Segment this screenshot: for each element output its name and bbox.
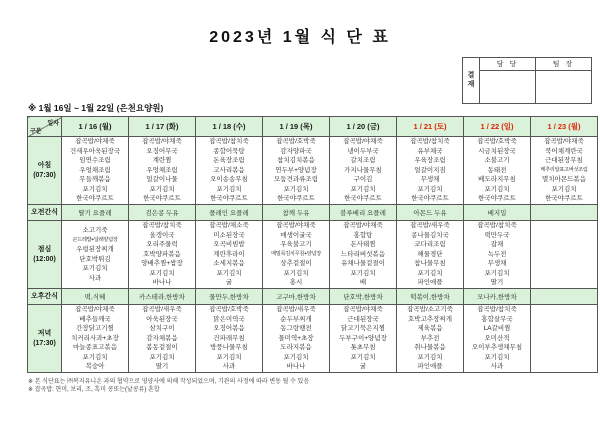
menu-line: 삼치구이 (149, 325, 175, 333)
menu-line: 유채나물겉절이 (341, 260, 385, 268)
menu-line: 매생이굴국 (280, 231, 312, 239)
snack-cell: 베지밀 (464, 205, 531, 221)
snack-cell (531, 205, 598, 221)
menu-line: 종합어묵탕 (213, 147, 245, 155)
approval-sign-area-1 (480, 71, 536, 103)
menu-line: 홍시 (289, 279, 303, 287)
menu-line: 홍합살무국 (481, 315, 513, 323)
menu-line: 포기김치 (283, 185, 309, 193)
menu-line: 잡곡밥/채소죽 (209, 222, 249, 230)
menu-line: 해물경단 (417, 250, 443, 258)
snack-cell: 고구마,한방차 (263, 289, 330, 305)
menu-line: 배도라지무침 (478, 176, 516, 184)
menu-line: 무생채 (487, 260, 507, 268)
menu-line: 잡곡밥/호박죽 (477, 138, 517, 146)
menu-line: 잡채 (490, 241, 504, 249)
menu-line: 메밀묵김치무침+양념장 (271, 250, 321, 257)
menu-line: 우렁된장찌개 (76, 246, 114, 253)
menu-line: 잡곡밥/야채죽 (343, 306, 383, 314)
menu-line: 사과 (88, 274, 102, 282)
menu-cell (330, 305, 397, 373)
snack-cell (531, 289, 598, 305)
menu-line: 복숭아 (85, 363, 105, 371)
menu-line: 포기김치 (149, 185, 175, 193)
menu-cell (397, 221, 464, 289)
date-header-6: 1 / 21 (토) (397, 117, 464, 137)
menu-line: 포기김치 (350, 269, 376, 277)
menu-line: 건새우아욱된장국 (69, 147, 121, 155)
menu-line: 바나나 (152, 279, 172, 287)
menu-line: 포기김치 (283, 353, 309, 361)
menu-line: 포기김치 (82, 185, 108, 193)
menu-line: 잡곡밥/야채죽 (75, 306, 115, 314)
menu-line: 파인애플 (417, 279, 443, 287)
menu-line: 양배추찜+쌈장 (141, 260, 183, 268)
row-label-오전간식: 오전간식 (28, 205, 62, 221)
menu-line: 잡곡밥/참치죽 (142, 222, 182, 230)
menu-table-wrap (27, 116, 598, 373)
menu-line: 사과 (490, 363, 504, 371)
menu-line: 제육볶음 (417, 325, 443, 333)
menu-line: 아욱된장국 (146, 315, 178, 323)
menu-line: 건파래무침 (213, 334, 245, 342)
menu-line: LA갈비찜 (483, 325, 511, 333)
menu-line: 오이송송무침 (210, 176, 248, 184)
menu-line: 오징어무국 (146, 147, 178, 155)
approval-stamp-label: 결재 (463, 58, 480, 103)
snack-cell: 떡,식혜 (62, 289, 129, 305)
menu-line: 멸치아몬드볶음 (542, 176, 586, 184)
menu-line: 한국야쿠르트 (344, 195, 382, 203)
menu-cell (263, 221, 330, 289)
menu-line: 두부구이+양념장 (339, 334, 387, 342)
menu-table (27, 116, 598, 373)
menu-line: 포기김치 (149, 269, 175, 277)
menu-line: 감자채볶음 (146, 334, 178, 342)
menu-line: 계란찜 (152, 157, 172, 165)
menu-line: 치커리사과+초장 (71, 334, 119, 342)
approval-signature-box (462, 57, 592, 104)
menu-line: 소고기죽 (82, 227, 108, 234)
menu-line: 잡곡밥/야채죽 (343, 138, 383, 146)
menu-cell (531, 221, 598, 289)
snack-cell: 검은콩 두유 (129, 205, 196, 221)
menu-line: 한국야쿠르트 (76, 195, 114, 203)
row-label-오후간식: 오후간식 (28, 289, 62, 305)
menu-line: 포기김치 (216, 269, 242, 277)
menu-line: 구이김 (353, 176, 373, 184)
date-header-7: 1 / 22 (일) (464, 117, 531, 137)
snack-cell: 딸기 요플레 (62, 205, 129, 221)
menu-line: 한국야쿠르트 (210, 195, 248, 203)
menu-cell (464, 137, 531, 205)
menu-line: 잡곡밥/야채죽 (142, 138, 182, 146)
menu-cell (531, 137, 598, 205)
corner-top-label: 일자 (47, 121, 59, 127)
menu-line: 딸기 (155, 363, 169, 371)
menu-line: 부추전 (420, 334, 440, 342)
menu-line: 돈육장조림 (213, 157, 245, 165)
snack-cell: 참깨 두유 (263, 205, 330, 221)
menu-cell (531, 305, 598, 373)
menu-line: 녹두전 (487, 250, 507, 258)
menu-cell (129, 221, 196, 289)
page-title: 2023년 1월 식 단 표 (209, 29, 391, 46)
menu-line: 감자양파국 (280, 147, 312, 155)
row-label-점심: 점심 (12:00) (28, 221, 62, 289)
menu-line: 오리주물럭 (146, 241, 178, 249)
menu-line: 메추리알표고버섯조림 (540, 166, 588, 173)
menu-line: 순두부찌개 (280, 315, 312, 323)
date-range-note: ※ 1월 16일 ~ 1월 22일 (은천요양원) (28, 103, 164, 113)
menu-line: 소세지볶음 (213, 260, 245, 268)
menu-cell (464, 305, 531, 373)
menu-line: 올갱이국 (149, 231, 175, 239)
menu-line: 곤드레밥+달래양념장 (72, 236, 118, 243)
menu-cell (196, 221, 263, 289)
menu-cell (397, 305, 464, 373)
menu-line: 갈치조림 (350, 157, 376, 165)
menu-line: 동태전 (487, 166, 507, 174)
menu-line: 무생채 (420, 176, 440, 184)
menu-line: 오곡비빔밥 (213, 241, 245, 249)
corner-cell (28, 117, 62, 137)
menu-line: 잡곡밥/새우죽 (142, 306, 182, 314)
menu-line: 잡곡밥/호박죽 (209, 306, 249, 314)
menu-line: 단호박튀김 (79, 255, 111, 263)
menu-line: 동그랑땡전 (280, 325, 312, 333)
approval-col-damdang: 담 당 (480, 58, 536, 70)
menu-line: 호박고추장찌개 (408, 315, 452, 323)
menu-line: 오이부추생채무침 (471, 344, 523, 352)
menu-line: 콩나물김치국 (411, 231, 449, 239)
menu-line: 포기김치 (82, 265, 108, 272)
menu-line: 사과 (222, 363, 236, 371)
approval-sign-area-2 (536, 71, 591, 103)
menu-line: 잡곡밥/호박죽 (276, 138, 316, 146)
menu-line: 포기김치 (350, 185, 376, 193)
menu-line: 귤 (225, 279, 233, 287)
menu-line: 포기김치 (149, 353, 175, 361)
menu-line: 포기김치 (484, 185, 510, 193)
menu-line: 포기김치 (417, 269, 443, 277)
snack-cell: 아몬드 두유 (397, 205, 464, 221)
menu-line: 잡곡밥/소고기죽 (407, 306, 453, 314)
menu-line: 파인애플 (417, 363, 443, 371)
menu-cell (62, 221, 129, 289)
menu-line: 계란후라이 (213, 250, 245, 258)
menu-line: 잡곡밥/야채죽 (75, 138, 115, 146)
menu-cell (330, 221, 397, 289)
date-header-8: 1 / 23 (월) (531, 117, 598, 137)
menu-line: 포기김치 (350, 353, 376, 361)
menu-line: 근대된장국 (347, 315, 379, 323)
menu-line: 소불고기 (484, 157, 510, 165)
corner-bottom-label: 구분 (30, 129, 42, 135)
menu-line: 귤 (359, 363, 367, 371)
menu-line: 방풍나물무침 (210, 344, 248, 352)
snack-cell: 단호박,한방차 (330, 289, 397, 305)
menu-line: 포기김치 (283, 269, 309, 277)
menu-line: 얼갈이나물 (146, 176, 178, 184)
snack-cell: 모나카,한방차 (464, 289, 531, 305)
menu-line: 상추겉절이 (280, 260, 312, 268)
menu-line: 간장닭고기찜 (76, 325, 114, 333)
menu-line: 배추들깨국 (79, 315, 111, 323)
menu-line: 코다리조림 (414, 241, 446, 249)
menu-line: 모둠견과류조림 (274, 176, 318, 184)
menu-line: 잡곡밥/야채죽 (343, 222, 383, 230)
menu-line: 잡곡밥/야채죽 (544, 138, 584, 146)
menu-line: 돈사태찜 (350, 241, 376, 249)
menu-line: 배 (359, 279, 367, 287)
menu-cell (129, 305, 196, 373)
menu-line: 시금치된장국 (478, 147, 516, 155)
menu-cell (397, 137, 464, 205)
menu-cell (196, 137, 263, 205)
menu-line: 딸기 (490, 279, 504, 287)
menu-line: 고사리볶음 (213, 166, 245, 174)
menu-line: 북어채계란국 (545, 147, 583, 155)
menu-line: 한국야쿠르트 (143, 195, 181, 203)
menu-line: 한국야쿠르트 (545, 195, 583, 203)
menu-line: 잡곡밥/야채죽 (276, 222, 316, 230)
menu-cell (464, 221, 531, 289)
menu-cell (330, 137, 397, 205)
menu-line: 톳초무침 (350, 344, 376, 352)
menu-line: 마늘종표고볶음 (73, 344, 117, 352)
menu-line: 잡곡밥/새우죽 (410, 222, 450, 230)
footnote-line-2: ※ 잡곡밥: 현미, 보리, 조, 흑미 콩또는(낱콩류) 혼합 (28, 387, 160, 393)
menu-line: 잡곡밥/새우죽 (276, 306, 316, 314)
menu-line: 떡만두국 (484, 231, 510, 239)
menu-cell (263, 137, 330, 205)
menu-line: 유부채국 (417, 147, 443, 155)
row-label-저녁: 저녁 (17:30) (28, 305, 62, 373)
menu-line: 잡곡밥/참치죽 (477, 306, 517, 314)
menu-line: 참나물무침 (414, 260, 446, 268)
snack-cell: 떡볶이,한방차 (397, 289, 464, 305)
date-header-4: 1 / 19 (목) (263, 117, 330, 137)
menu-line: 포기김치 (551, 185, 577, 193)
menu-line: 우엉채조림 (146, 166, 178, 174)
menu-line: 포기김치 (216, 185, 242, 193)
footnotes (28, 378, 309, 394)
menu-line: 연두부+양념장 (275, 166, 317, 174)
approval-col-timjang: 팀 장 (552, 61, 575, 68)
menu-line: 오미산적 (484, 334, 510, 342)
menu-line: 한국야쿠르트 (277, 195, 315, 203)
snack-cell: 플레인 요플레 (196, 205, 263, 221)
menu-line: 냉이두부국 (347, 147, 379, 155)
menu-line: 얼갈이지짐 (414, 166, 446, 174)
date-header-1: 1 / 16 (월) (62, 117, 129, 137)
menu-line: 포기김치 (417, 353, 443, 361)
menu-line: 가지나물무침 (344, 166, 382, 174)
menu-cell (62, 137, 129, 205)
menu-line: 물미역+초장 (278, 334, 314, 342)
date-header-2: 1 / 17 (화) (129, 117, 196, 137)
menu-line: 우육장조림 (414, 157, 446, 165)
menu-line: 홍합탕 (353, 231, 373, 239)
row-label-아침: 아침 (07:30) (28, 137, 62, 205)
menu-line: 잡곡밥/참치죽 (477, 222, 517, 230)
menu-line: 한국야쿠르트 (411, 195, 449, 203)
menu-line: 근대된장무침 (545, 157, 583, 165)
menu-cell (263, 305, 330, 373)
menu-line: 포기김치 (484, 269, 510, 277)
menu-line: 취나물볶음 (414, 344, 446, 352)
menu-line: 우엉채조림 (79, 166, 111, 174)
menu-cell (196, 305, 263, 373)
menu-line: 봄동겉절이 (146, 344, 178, 352)
menu-line: 포기김치 (216, 353, 242, 361)
menu-line: 호박양파볶음 (143, 250, 181, 258)
menu-cell (129, 137, 196, 205)
snack-cell: 물만두,한방차 (196, 289, 263, 305)
menu-line: 잡곡밥/참치죽 (209, 138, 249, 146)
menu-line: 맑은미역국 (213, 315, 245, 323)
menu-line: 우육불고기 (280, 241, 312, 249)
menu-line: 잡곡밥/참치죽 (410, 138, 450, 146)
menu-line: 참치김치볶음 (277, 157, 315, 165)
snack-cell: 블루베리 요플레 (330, 205, 397, 221)
date-header-5: 1 / 20 (금) (330, 117, 397, 137)
menu-line: 느타리버섯볶음 (341, 250, 385, 258)
menu-line: 포기김치 (82, 353, 108, 361)
date-header-3: 1 / 18 (수) (196, 117, 263, 137)
menu-line: 닭고기묵은지찜 (341, 325, 385, 333)
snack-cell: 카스테라,한방차 (129, 289, 196, 305)
menu-cell (62, 305, 129, 373)
menu-line: 미소된장국 (213, 231, 245, 239)
menu-line: 무들깨볶음 (79, 176, 111, 184)
menu-line: 포기김치 (417, 185, 443, 193)
menu-line: 한국야쿠르트 (478, 195, 516, 203)
menu-line: 포기김치 (484, 353, 510, 361)
menu-line: 도라지볶음 (280, 344, 312, 352)
menu-line: 오징어볶음 (213, 325, 245, 333)
menu-line: 바나나 (286, 363, 306, 371)
footnote-line-1: ※ 본 식단표는 ㈜복지유니온 과의 협약으로 영양사에 의해 작성되었으며, 기관의 사정에 따라 변동 될 수 있음 (28, 379, 310, 385)
menu-line: 임연수조림 (79, 157, 111, 165)
